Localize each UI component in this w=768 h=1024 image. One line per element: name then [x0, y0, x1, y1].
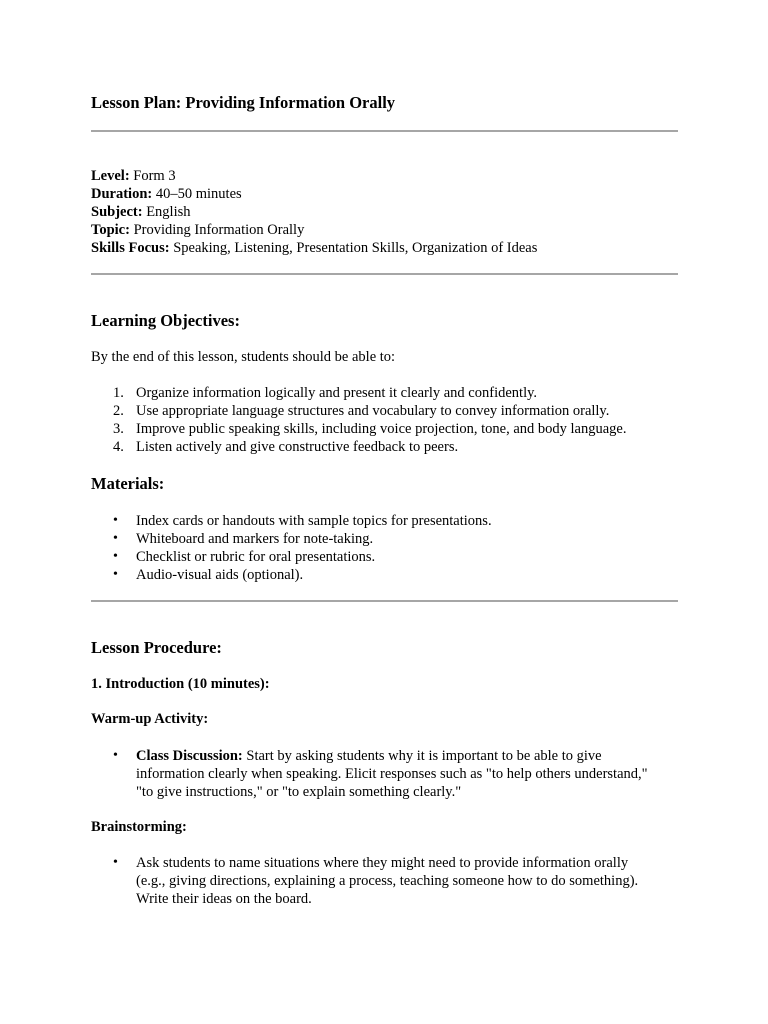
procedure-heading: Lesson Procedure: — [91, 638, 222, 657]
warmup-list — [91, 747, 678, 801]
meta-level — [91, 167, 537, 185]
list-number: 4. — [113, 439, 124, 455]
list-item-text: Improve public speaking skills, including voice projection, tone, and body language. — [136, 421, 627, 437]
brainstorming-heading: Brainstorming: — [91, 819, 187, 835]
bullet-icon: • — [113, 748, 118, 763]
list-item-text — [136, 747, 648, 801]
text-line: "to give instructions," or "to explain something clearly." — [136, 784, 462, 800]
list-item-text: Index cards or handouts with sample topics for presentations. — [136, 513, 492, 529]
page-title: Lesson Plan: Providing Information Orally — [91, 93, 396, 112]
bullet-icon: • — [113, 531, 118, 546]
text-line: (e.g., giving directions, explaining a process, teaching someone how to do something). — [136, 873, 639, 889]
meta-level-value: Form 3 — [129, 168, 176, 184]
objectives-heading: Learning Objectives: — [91, 311, 240, 330]
text-line: Write their ideas on the board. — [136, 891, 312, 907]
list-item-text: Checklist or rubric for oral presentations. — [136, 549, 376, 565]
meta-subject-value: English — [142, 204, 191, 220]
list-item — [91, 512, 678, 530]
list-item — [91, 420, 678, 438]
meta-duration — [91, 185, 537, 203]
list-item-text — [136, 854, 638, 908]
materials-heading: Materials: — [91, 474, 165, 493]
list-item-text: Whiteboard and markers for note-taking. — [136, 531, 374, 547]
meta-skills — [91, 239, 537, 257]
class-discussion-label: Class Discussion: — [136, 748, 243, 764]
meta-topic-value: Providing Information Orally — [129, 222, 305, 238]
objectives-intro: By the end of this lesson, students should be able to: — [91, 349, 396, 365]
meta-subject — [91, 203, 537, 221]
text-line: Ask students to name situations where they might need to provide information orally — [136, 855, 629, 871]
divider — [91, 130, 678, 132]
list-number: 3. — [113, 421, 124, 437]
list-number: 1. — [113, 385, 124, 401]
bullet-icon: • — [113, 855, 118, 870]
list-item — [91, 384, 678, 402]
meta-duration-label: Duration: — [91, 186, 153, 202]
bullet-icon: • — [113, 567, 118, 582]
meta-skills-label: Skills Focus: — [91, 240, 170, 256]
list-item-text: Listen actively and give constructive feedback to peers. — [136, 439, 459, 455]
text-line: information clearly when speaking. Elicit responses such as "to help others understand," — [136, 766, 648, 782]
brainstorming-list — [91, 854, 678, 908]
objectives-list — [91, 384, 678, 456]
text-line: Start by asking students why it is important to be able to give — [242, 748, 602, 764]
list-item-text: Use appropriate language structures and vocabulary to convey information orally. — [136, 403, 610, 419]
list-item — [91, 402, 678, 420]
divider — [91, 273, 678, 275]
meta-duration-value: 40–50 minutes — [152, 186, 242, 202]
list-item-text: Organize information logically and present it clearly and confidently. — [136, 385, 538, 401]
list-item-text: Audio-visual aids (optional). — [136, 567, 304, 583]
meta-level-label: Level: — [91, 168, 130, 184]
list-item — [91, 438, 678, 456]
bullet-icon: • — [113, 513, 118, 528]
list-item — [91, 530, 678, 548]
meta-topic — [91, 221, 537, 239]
list-item — [91, 854, 678, 908]
lesson-meta — [91, 167, 537, 257]
meta-topic-label: Topic: — [91, 222, 130, 238]
list-number: 2. — [113, 403, 124, 419]
meta-skills-value: Speaking, Listening, Presentation Skills, Organization of Ideas — [169, 240, 538, 256]
list-item — [91, 747, 678, 801]
bullet-icon: • — [113, 549, 118, 564]
divider — [91, 600, 678, 602]
list-item — [91, 548, 678, 566]
step-heading: 1. Introduction (10 minutes): — [91, 676, 270, 692]
warmup-heading: Warm-up Activity: — [91, 711, 209, 727]
materials-list — [91, 512, 678, 584]
list-item — [91, 566, 678, 584]
meta-subject-label: Subject: — [91, 204, 143, 220]
